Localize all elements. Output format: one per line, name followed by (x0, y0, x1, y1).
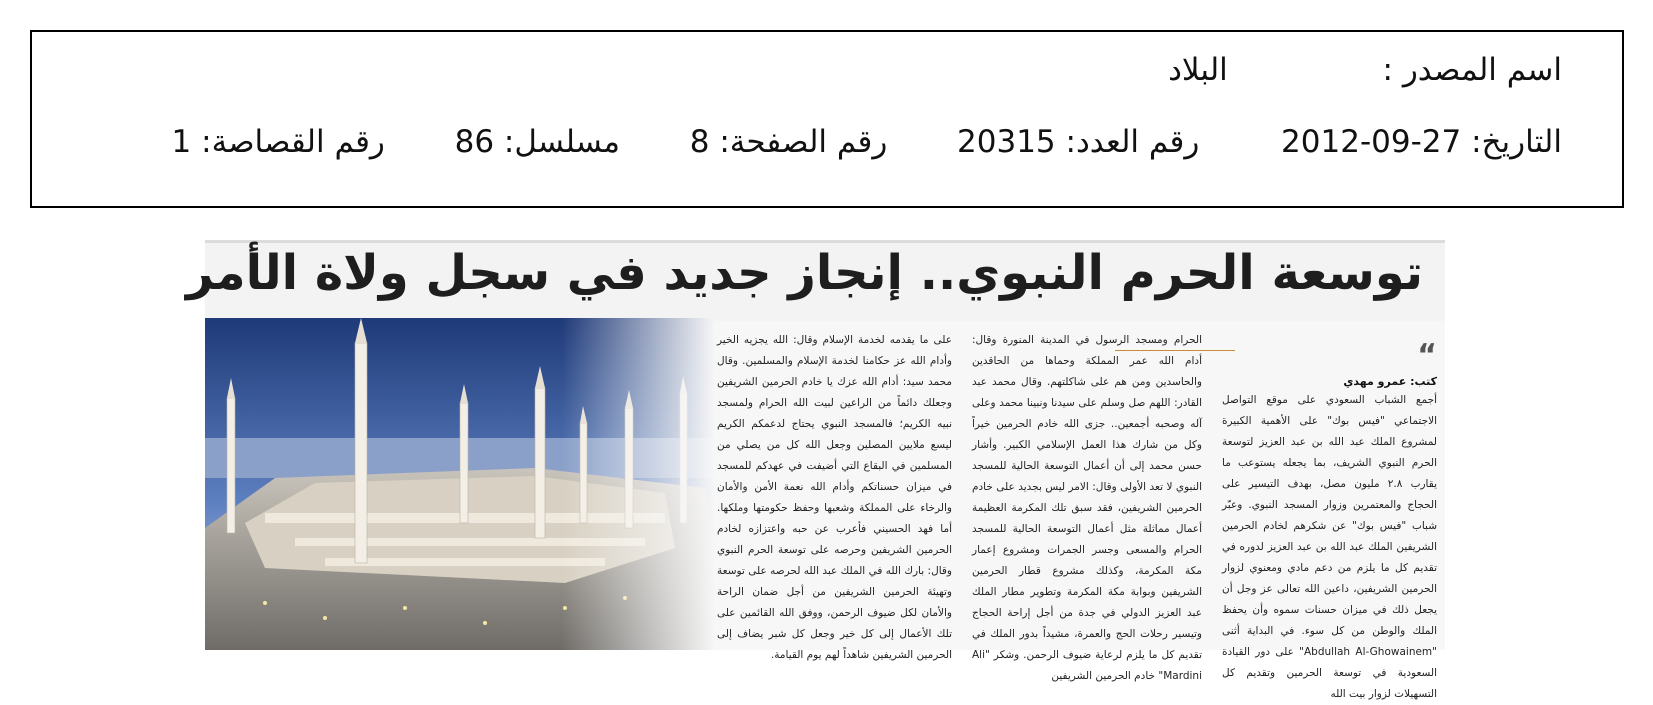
issue-label: رقم العدد: (1065, 124, 1200, 160)
source-value: البلاد (1168, 52, 1228, 88)
serial-value: 86 (454, 124, 495, 160)
clip-value: 1 (171, 124, 192, 160)
column-1-text: أجمع الشباب السعودي على موقع التواصل الاجتماعي "فيس بوك" على الأهمية الكبيرة لمشروع الملك عبد الله بن عبد العزيز لتوسعة الحرم النبوي الشريف، بما يجعله يستوعب ما يقارب ٢.٨ مليون مصل، بهدف التيسير على الحجاج والمعتمرين وزوار المسجد النبوي. وعبّر شباب "فيس بوك" عن شكرهم لخادم الحرمين الشريفين الملك عبد الله بن عبد العزيز لدوره في تقديم كل ما يلزم من دعم مادي ومعنوي لزوار الحرمين الشريفين، داعين الله تعالى عز وجل أن يجعل ذلك في ميزان حسنات سموه وأن يحفظ الملك والوطن من كل سوء. في البداية أثنى "Abdullah Al-Ghowainem" على دور القيادة السعودية في توسعة الحرمين وتقديم كل التسهيلات لزوار بيت الله (1222, 394, 1438, 700)
headline-bar (186, 240, 1445, 321)
serial-label: مسلسل: (503, 124, 621, 160)
article-column-1 (1222, 390, 1438, 700)
newspaper-clipping (186, 240, 1445, 700)
quote-icon: “ (1417, 338, 1437, 373)
article-column-3 (717, 330, 952, 661)
page-label: رقم الصفحة: (719, 124, 888, 160)
clip-label: رقم القصاصة: (201, 124, 385, 160)
date-label: التاريخ: (1471, 124, 1562, 160)
article-byline: كتب: عمرو مهدي (1343, 375, 1437, 388)
column-3-text: على ما يقدمه لخدمة الإسلام وقال: الله يجزيه الخير وأدام الله عز حكامنا لخدمة الإسلام والمسلمين. وقال محمد سيد: أدام الله عزك يا خادم الحرمين الشريفين وجعلك دائماً من الراعين لبيت الله الحرام ولمسجد نبيه الكريم؛ فالمسجد النبوي يحتاج لدعمكم الكريم ليسع ملايين المصلين وجعل الله كل من يصلي من المسلمين في البقاع التي أضيفت في عهدكم للمسجد في ميزان حسناتكم وأدام الله نعمة الأمن والأمان والرخاء على المملكة وشعبها وحفظ حكومتها وملكها. أما فهد الحسيني فأعرب عن حبه واعتزازه لخادم الحرمين الشريفين وحرصه على توسعة الحرم النبوي وقال: بارك الله في الملك عبد الله لحرصه على توسعة وتهيئة الحرمين الشريفين من أجل ضمان الراحة والأمان لكل ضيوف الرحمن، ووفق الله القائمين على تلك الأعمال إلى كل خير وجعل كل شبر يضاف إلى الحرمين الشريفين شاهداً لهم يوم القيامة. (717, 334, 952, 661)
source-row (1168, 52, 1562, 88)
article-headline: توسعة الحرم النبوي.. إنجاز جديد في سجل ولاة الأمر (186, 245, 1423, 301)
date-value: 2012-09-27 (1281, 124, 1462, 160)
mosque-photo (205, 318, 715, 650)
column-2-text: الحرام ومسجد الرسول في المدينة المنورة وقال: أدام الله عمر المملكة وحماها من الحاقدين والحاسدين ومن هم على شاكلتهم. وقال محمد عبد القادر: اللهم صل وسلم على سيدنا ونبينا محمد وعلى آله وصحبه أجمعين.. جزى الله خادم الحرمين خيراً وكل من شارك هذا العمل الإسلامي الكبير. وأشار حسن محمد إلى أن أعمال التوسعة الحالية للمسجد النبوي لا تعد الأولى وقال: الامر ليس بجديد على خادم الحرمين الشريفين، فقد سبق تلك المكرمة العظيمة أعمال مماثلة مثل أعمال التوسعة الحالية للمسجد الحرام والمسعى وجسر الجمرات ومشروع إعمار مكة المكرمة، وكذلك مشروع قطار الحرمين الشريفين وبوابة مكة المكرمة وتطوير مطار الملك عبد العزيز الدولي في جدة من أجل إراحة الحجاج وتيسير رحلات الحج والعمرة، مشيداً بدور الملك في تقديم كل ما يلزم لرعاية ضيوف الرحمن. وشكر "Ali Mardini" خادم الحرمين الشريفين (972, 334, 1202, 682)
page-value: 8 (689, 124, 710, 160)
meta-row (172, 124, 1562, 160)
clipping-info-box (30, 30, 1624, 208)
issue-value: 20315 (957, 124, 1056, 160)
article-column-2 (972, 330, 1202, 682)
source-label: اسم المصدر : (1382, 52, 1562, 88)
